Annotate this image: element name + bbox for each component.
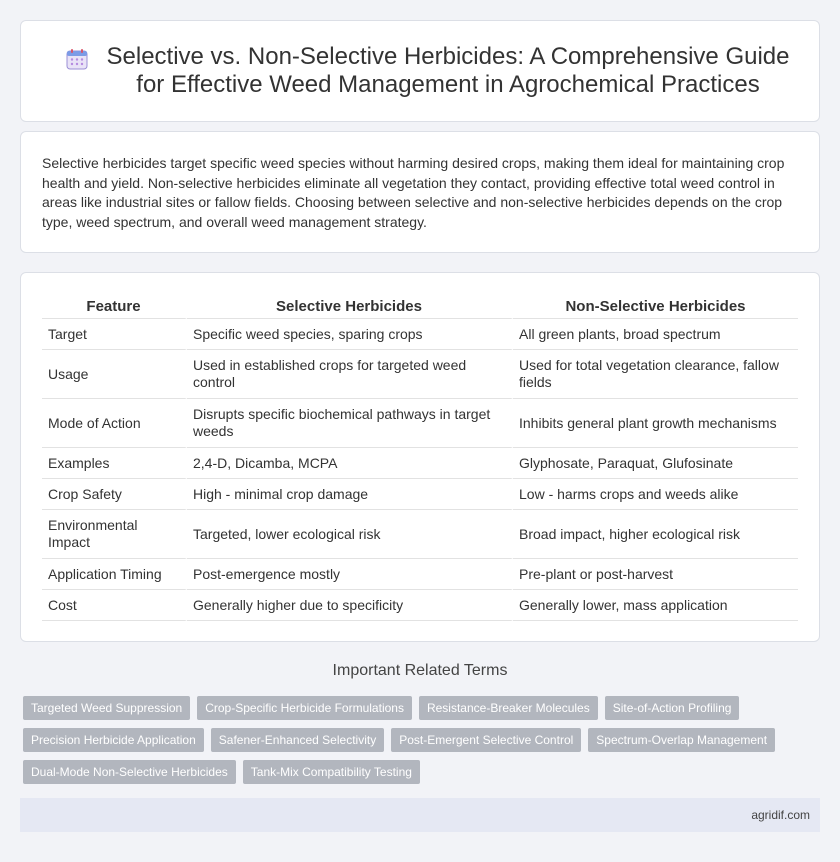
table-cell: Disrupts specific biochemical pathways in target weeds [187, 399, 513, 448]
related-term-tag[interactable]: Precision Herbicide Application [23, 728, 204, 752]
table-cell: Application Timing [42, 559, 187, 590]
table-cell: Used for total vegetation clearance, fallow fields [513, 350, 798, 399]
table-cell: Mode of Action [42, 399, 187, 448]
intro-card [20, 131, 820, 253]
table-cell: Examples [42, 448, 187, 479]
tag-row [23, 696, 823, 720]
table-cell: Low - harms crops and weeds alike [513, 479, 798, 510]
table-row [42, 590, 798, 621]
table-row [42, 399, 798, 448]
header-card [20, 20, 820, 122]
table-cell: Inhibits general plant growth mechanisms [513, 399, 798, 448]
table-cell: Generally lower, mass application [513, 590, 798, 621]
tag-row [23, 728, 823, 752]
table-row [42, 559, 798, 590]
table-cell: Specific weed species, sparing crops [187, 319, 513, 350]
footer-site-link[interactable]: agridif.com [751, 808, 810, 822]
table-header-row [42, 296, 798, 319]
related-term-tag[interactable]: Crop-Specific Herbicide Formulations [197, 696, 412, 720]
table-row [42, 350, 798, 399]
related-term-tag[interactable]: Safener-Enhanced Selectivity [211, 728, 384, 752]
table-row [42, 319, 798, 350]
table-row [42, 448, 798, 479]
related-term-tag[interactable]: Resistance-Breaker Molecules [419, 696, 598, 720]
related-term-tag[interactable]: Tank-Mix Compatibility Testing [243, 760, 420, 784]
related-term-tag[interactable]: Post-Emergent Selective Control [391, 728, 581, 752]
table-cell: Targeted, lower ecological risk [187, 510, 513, 559]
related-terms-title: Important Related Terms [332, 662, 508, 679]
table-cell: Usage [42, 350, 187, 399]
table-row [42, 510, 798, 559]
related-term-tag[interactable]: Spectrum-Overlap Management [588, 728, 775, 752]
table-row [42, 479, 798, 510]
table-cell: Broad impact, higher ecological risk [513, 510, 798, 559]
comparison-table-card [20, 272, 820, 642]
table-cell: Target [42, 319, 187, 350]
table-cell: Generally higher due to specificity [187, 590, 513, 621]
table-cell: Glyphosate, Paraquat, Glufosinate [513, 448, 798, 479]
table-cell: Cost [42, 590, 187, 621]
table-cell: Crop Safety [42, 479, 187, 510]
table-cell: Post-emergence mostly [187, 559, 513, 590]
tag-row [23, 760, 823, 784]
table-cell: Used in established crops for targeted weed control [187, 350, 513, 399]
page-title: Selective vs. Non-Selective Herbicides: A Comprehensive Guide for Effective Weed Management in Agrochemical Practices [106, 43, 790, 98]
related-term-tag[interactable]: Site-of-Action Profiling [605, 696, 740, 720]
intro-text: Selective herbicides target specific weed species without harming desired crops, making them ideal for maintaining crop health and yield. Non-selective herbicides eliminate all vegetation they contact, providing effective total weed control in areas like industrial sites or fallow fields. Choosing between selective and non-selective herbicides depends on the crop type, weed spectrum, and overall weed management strategy. [42, 155, 785, 230]
table-cell: Environmental Impact [42, 510, 187, 559]
footer [20, 798, 820, 832]
header-selective: Selective Herbicides [187, 296, 513, 319]
header-non-selective: Non-Selective Herbicides [513, 296, 798, 319]
table-cell: High - minimal crop damage [187, 479, 513, 510]
table-cell: 2,4-D, Dicamba, MCPA [187, 448, 513, 479]
table-cell: Pre-plant or post-harvest [513, 559, 798, 590]
header-feature: Feature [42, 296, 187, 319]
related-term-tag[interactable]: Dual-Mode Non-Selective Herbicides [23, 760, 236, 784]
related-terms-list [23, 696, 823, 792]
comparison-table [42, 296, 798, 621]
table-cell: All green plants, broad spectrum [513, 319, 798, 350]
related-term-tag[interactable]: Targeted Weed Suppression [23, 696, 190, 720]
